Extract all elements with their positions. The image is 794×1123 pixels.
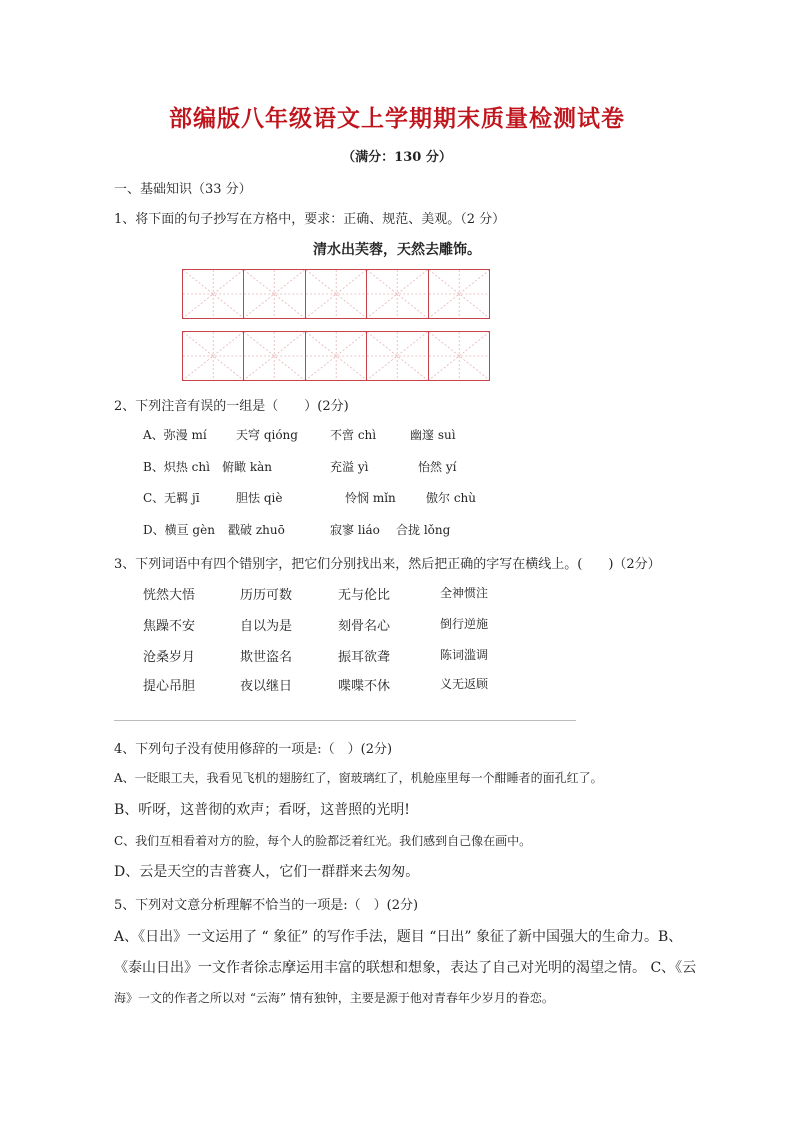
- q3-word: 夜以继日: [240, 679, 293, 694]
- q3-word: 恍然大悟: [143, 588, 196, 603]
- q5-paragraph-line-1: A、《日出》一文运用了 “ 象征” 的写作手法，题目 “日出” 象征了新中国强大的生命力。B、: [114, 929, 683, 945]
- q2-option-b-2: 俯瞰 kàn: [222, 460, 272, 474]
- question-3-stem: 3、下列词语中有四个错别字，把它们分别找出来，然后把正确的字写在横线上。( )（2分）: [114, 557, 661, 572]
- q2-option-b-3: 充溢 yì: [330, 460, 369, 474]
- q4-option-c: C、我们互相看着对方的脸，每个人的脸都泛着红光。我们感到自己像在画中。: [114, 834, 532, 848]
- full-score: （满分：130 分）: [342, 150, 452, 165]
- q3-word: 倒行逆施: [440, 617, 489, 631]
- writing-grid-row-1[interactable]: [182, 269, 490, 319]
- writing-grid-cell[interactable]: [429, 270, 489, 318]
- writing-grid-cell[interactable]: [306, 332, 367, 380]
- writing-grid-cell[interactable]: [183, 332, 244, 380]
- q2-option-d-1: D、横亘 gèn: [143, 523, 215, 537]
- q2-option-a-3: 不啻 chì: [330, 428, 377, 442]
- writing-grid-cell[interactable]: [429, 332, 489, 380]
- question-2-stem: 2、下列注音有误的一组是（ ）(2分): [114, 399, 349, 414]
- question-1-stem: 1、将下面的句子抄写在方格中，要求：正确、规范、美观。（2 分）: [114, 212, 506, 227]
- writing-grid-row-2[interactable]: [182, 331, 490, 381]
- q4-option-a: A、一眨眼工夫，我看见飞机的翅膀红了，窗玻璃红了，机舱座里每一个酣睡者的面孔红了。: [114, 771, 603, 785]
- q3-word: 自以为是: [240, 619, 293, 634]
- q3-word: 陈词滥调: [440, 648, 489, 662]
- question-5-stem: 5、下列对文意分析理解不恰当的一项是:（ ）(2分): [114, 898, 419, 913]
- q2-option-d-3: 寂寥 liáo: [330, 523, 380, 537]
- q3-word: 义无返顾: [440, 677, 489, 691]
- q2-option-c-4: 傲尔 chù: [426, 491, 476, 505]
- writing-grid-cell[interactable]: [244, 270, 305, 318]
- q2-option-b-1: B、炽热 chì: [143, 460, 210, 474]
- q3-word: 提心吊胆: [143, 679, 196, 694]
- writing-grid-cell[interactable]: [367, 270, 428, 318]
- answer-divider-line: [114, 720, 576, 721]
- q4-option-d: D、云是天空的吉普赛人，它们一群群来去匆匆。: [114, 864, 420, 880]
- copy-sentence: 清水出芙蓉，天然去雕饰。: [313, 242, 481, 258]
- writing-grid-cell[interactable]: [183, 270, 244, 318]
- q5-paragraph-line-2: 《泰山日出》一文作者徐志摩运用丰富的联想和想象，表达了自己对光明的渴望之情。 C、《云: [114, 960, 697, 976]
- writing-grid-cell[interactable]: [306, 270, 367, 318]
- q3-word: 振耳欲聋: [338, 650, 391, 665]
- section-heading: 一、基础知识（33 分）: [114, 182, 252, 197]
- q2-option-d-4: 合拢 lǒng: [396, 523, 451, 537]
- q3-word: 无与伦比: [338, 588, 391, 603]
- writing-grid-cell[interactable]: [244, 332, 305, 380]
- q2-option-d-2: 戳破 zhuō: [228, 523, 285, 537]
- q3-word: 刻骨名心: [338, 619, 391, 634]
- q2-option-c-3: 怜悯 mǐn: [345, 491, 396, 505]
- q4-option-b: B、听呀，这普彻的欢声；看呀，这普照的光明!: [114, 802, 410, 818]
- q5-paragraph-line-3: 海》一文的作者之所以对 “云海” 情有独钟，主要是源于他对青春年少岁月的眷恋。: [114, 991, 554, 1005]
- q2-option-a-1: A、弥漫 mí: [143, 428, 207, 442]
- q2-option-c-1: C、无羁 jī: [143, 491, 200, 505]
- writing-grid-cell[interactable]: [367, 332, 428, 380]
- q3-word: 喋喋不休: [338, 679, 391, 694]
- q2-option-b-4: 怡然 yí: [418, 460, 457, 474]
- q2-option-c-2: 胆怯 qiè: [236, 491, 283, 505]
- q3-word: 历历可数: [240, 588, 293, 603]
- q3-word: 焦躁不安: [143, 619, 196, 634]
- q2-option-a-2: 天穹 qióng: [236, 428, 298, 442]
- q2-option-a-4: 幽邃 suì: [410, 428, 456, 442]
- q3-word: 沧桑岁月: [143, 650, 196, 665]
- q3-word: 欺世盗名: [240, 650, 293, 665]
- question-4-stem: 4、下列句子没有使用修辞的一项是:（ ）(2分): [114, 742, 393, 757]
- page-title: 部编版八年级语文上学期期末质量检测试卷: [169, 105, 625, 132]
- q3-word: 全神惯注: [440, 586, 489, 600]
